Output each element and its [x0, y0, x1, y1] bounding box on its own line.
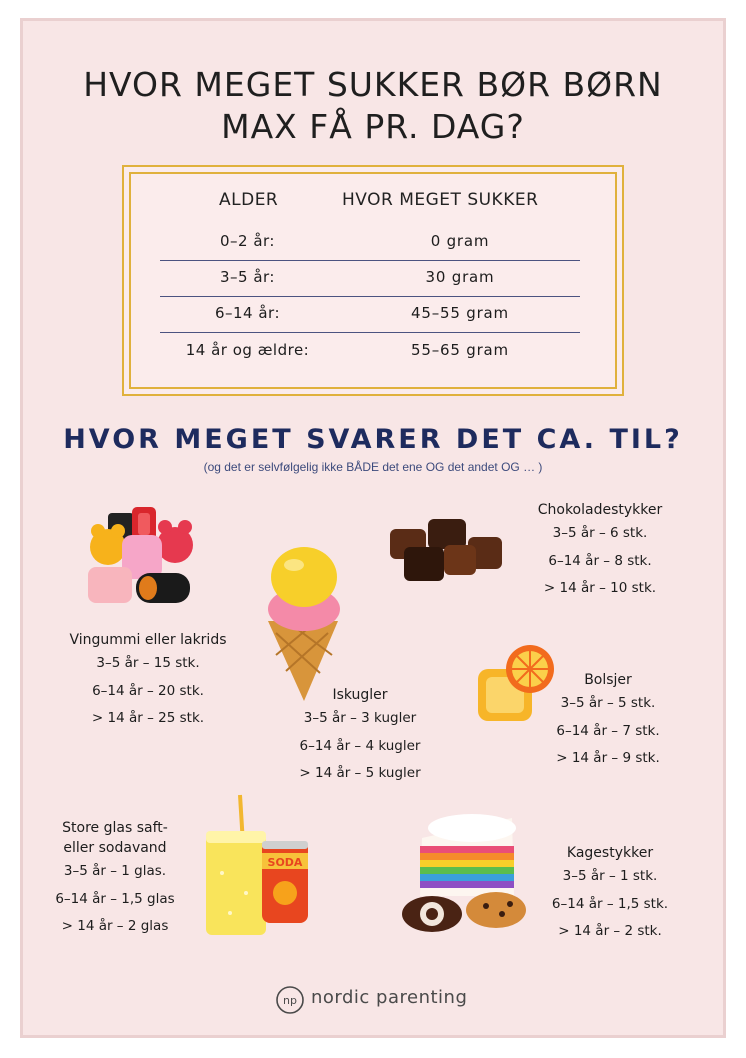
icecream-info: [270, 685, 450, 788]
drinks-line: 6–14 år – 1,5 glas: [55, 890, 175, 907]
table-cell-age: 14 år og ældre:: [185, 341, 310, 359]
chocolate-piece: [444, 545, 476, 575]
scoop-yellow: [271, 547, 337, 607]
section-note: (og det er selvfølgelig ikke BÅDE det ene OG det andet OG … ): [203, 460, 543, 474]
candy-line: 3–5 år – 15 stk.: [96, 655, 200, 671]
sweets-line: > 14 år – 9 stk.: [556, 750, 660, 766]
chocolate-piece: [404, 547, 444, 581]
soda-can-label: SODA: [267, 856, 303, 869]
cake-title: Kagestykker: [566, 845, 654, 861]
section-heading: HVOR MEGET SVARER DET CA. TIL?: [63, 424, 683, 455]
cake-info: [535, 843, 685, 946]
table-row: [160, 224, 580, 261]
ice-cream-illustration: [262, 543, 344, 703]
cake-line: 3–5 år – 1 stk.: [562, 868, 658, 884]
icecream-line: 3–5 år – 3 kugler: [303, 710, 417, 726]
candy-info: [58, 630, 238, 733]
table-cell-amount: 30 gram: [425, 268, 495, 286]
cake-line: 6–14 år – 1,5 stk.: [551, 895, 669, 912]
table-row: [160, 333, 580, 369]
drinks-title-line-1: Store glas saft-: [62, 820, 168, 836]
cookie-icon: [466, 892, 526, 928]
juice-soda-illustration: [202, 793, 312, 939]
sweets-info: [538, 670, 678, 773]
table-cell-amount: 55–65 gram: [411, 341, 509, 359]
sweets-line: 3–5 år – 5 stk.: [560, 695, 656, 711]
table-cell-age: 3–5 år:: [219, 268, 275, 286]
gummy-pink: [88, 567, 132, 603]
logo-text: nordic parenting: [311, 987, 468, 1008]
gummy-licorice-illustration: [80, 505, 200, 610]
nordic-parenting-logo[interactable]: [275, 983, 475, 1017]
sweets-line: 6–14 år – 7 stk.: [556, 722, 660, 739]
chocolate-line: 6–14 år – 8 stk.: [548, 552, 652, 569]
icecream-line: > 14 år – 5 kugler: [299, 765, 421, 781]
title-line-1: HVOR MEGET SUKKER BØR BØRN: [83, 65, 663, 104]
drinks-info: [40, 818, 190, 941]
cake-line: > 14 år – 2 stk.: [558, 923, 662, 939]
chocolate-line: 3–5 år – 6 stk.: [552, 525, 648, 541]
chocolate-line: > 14 år – 10 stk.: [543, 580, 657, 596]
candy-line: > 14 år – 25 stk.: [91, 710, 205, 726]
chocolate-piece: [428, 519, 466, 549]
drinks-title-line-2: eller sodavand: [63, 840, 167, 856]
table-header-age: ALDER: [219, 190, 279, 210]
drinks-line: 3–5 år – 1 glas.: [63, 863, 167, 879]
chocolate-info: [505, 500, 695, 603]
icecream-line: 6–14 år – 4 kugler: [299, 737, 421, 754]
np-logo-icon: [275, 985, 305, 1015]
table-row: [160, 260, 580, 297]
title-line-2: MAX FÅ PR. DAG?: [221, 107, 525, 146]
table-cell-age: 6–14 år:: [214, 304, 281, 322]
candy-line: 6–14 år – 20 stk.: [92, 682, 204, 699]
page-title: [0, 64, 746, 148]
table-header-amount: HVOR MEGET SUKKER: [342, 190, 539, 210]
table-cell-amount: 0 gram: [430, 232, 490, 250]
table-cell-amount: 45–55 gram: [411, 304, 509, 322]
sweets-title: Bolsjer: [584, 672, 632, 688]
logo-mark: np: [283, 994, 297, 1007]
table-row: [160, 296, 580, 333]
juice-glass: [206, 831, 266, 935]
chocolate-title: Chokoladestykker: [537, 502, 663, 518]
chocolate-pieces-illustration: [386, 515, 506, 585]
cake-cookie-illustration: [392, 810, 532, 932]
candy-title: Vingummi eller lakrids: [69, 632, 227, 648]
icecream-title: Iskugler: [332, 687, 388, 703]
table-cell-age: 0–2 år:: [219, 232, 275, 250]
drinks-line: > 14 år – 2 glas: [61, 918, 169, 934]
